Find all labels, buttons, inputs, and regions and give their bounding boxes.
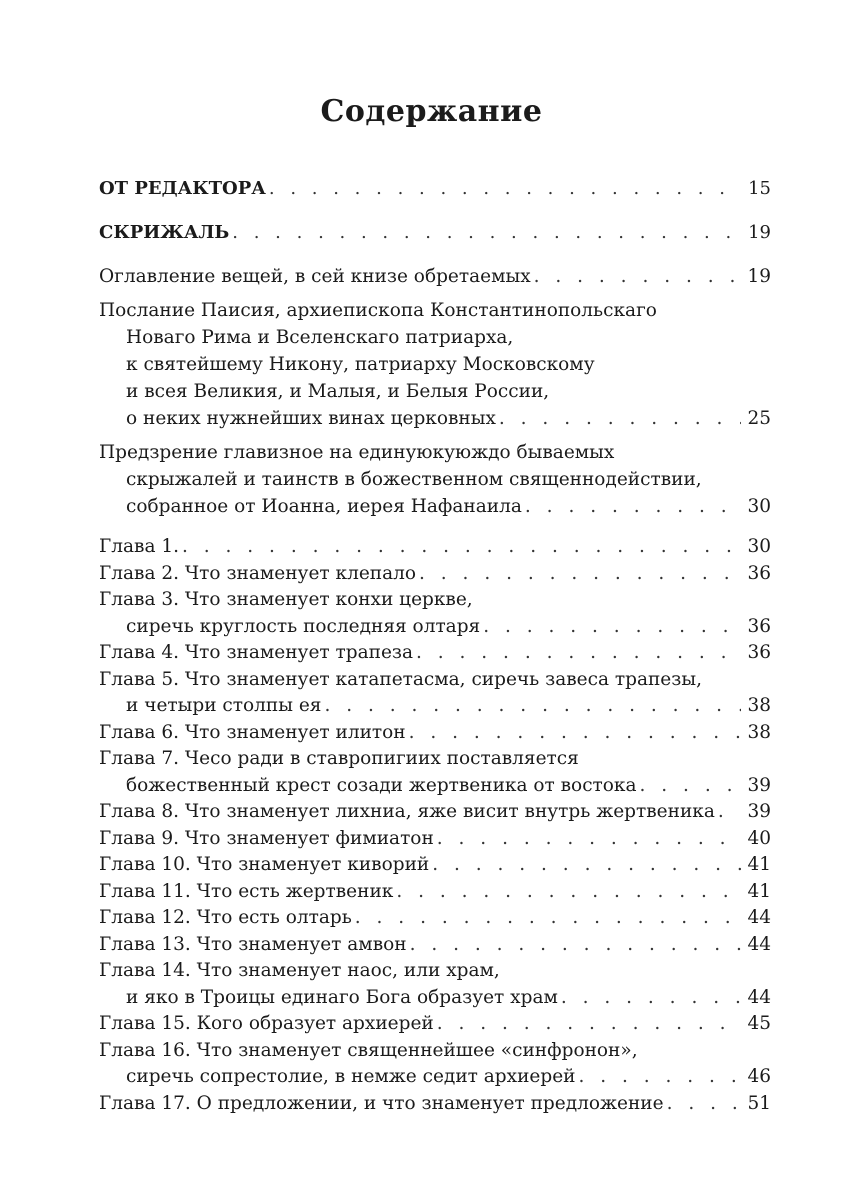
toc-entry-text: Глава 1. (99, 536, 180, 557)
page-number: 41 (747, 880, 771, 902)
toc-chapter-entry (99, 534, 771, 561)
toc-subsection-entry (99, 263, 771, 290)
toc-entry-text: Новаго Рима и Вселенскаго патриарха, (126, 327, 514, 348)
dot-leader (499, 405, 741, 432)
dot-leader (437, 1011, 741, 1038)
page-number: 36 (747, 642, 771, 663)
page-number: 39 (747, 774, 771, 796)
toc-entry-text: божественный крест созади жертвеника от востока (126, 774, 637, 796)
toc-entry-text: ОТ РЕДАКТОРА (99, 178, 266, 199)
page-number: 38 (747, 695, 771, 716)
toc-entry-line (99, 534, 771, 561)
toc-entry-line (99, 1038, 771, 1065)
dot-leader (437, 826, 741, 853)
toc-entry-line (99, 378, 771, 405)
dot-leader (409, 720, 741, 747)
toc-entry-text: Глава 9. Что знаменует фимиатон (99, 827, 434, 849)
dot-leader (182, 534, 741, 561)
toc-entry-text: Глава 6. Что знаменует илитон (99, 721, 406, 743)
toc-entry-text: Глава 10. Что знаменует киворий (99, 854, 430, 875)
dot-leader (416, 640, 741, 667)
page-number: 45 (747, 1013, 771, 1034)
page-number: 38 (747, 721, 771, 743)
toc-entry-line (99, 905, 771, 932)
toc-chapter-entry (99, 746, 771, 799)
dot-leader (410, 932, 741, 959)
page-number: 30 (747, 496, 771, 517)
dot-leader (432, 852, 741, 879)
toc-entry-text: Глава 15. Кого образует архиерей (99, 1013, 434, 1034)
toc-entry-line (99, 746, 771, 773)
toc-chapter-entry (99, 667, 771, 720)
toc-chapter-entry (99, 1038, 771, 1091)
dot-leader (232, 219, 741, 246)
dot-leader (525, 493, 741, 520)
dot-leader (396, 879, 741, 906)
page-number: 25 (747, 408, 771, 429)
page-number: 41 (747, 854, 771, 875)
toc-entry-text: о неких нужнейших винах церковных (126, 408, 496, 429)
toc-entry-text: и всея Великия, и Малыя, и Белыя России, (126, 381, 550, 402)
toc-entry-text: СКРИЖАЛЬ (99, 222, 230, 243)
toc-entry-line (99, 958, 771, 985)
toc-entry-text: Глава 2. Что знаменует клепало (99, 562, 417, 584)
page-number: 44 (747, 986, 771, 1008)
dot-leader (578, 1064, 741, 1091)
dot-leader (324, 693, 741, 720)
toc-chapter-entry (99, 879, 771, 906)
toc-entry-line (99, 561, 771, 588)
toc-entry-line (99, 175, 771, 202)
toc-chapter-entry (99, 958, 771, 1011)
toc-chapter-entry (99, 852, 771, 879)
dot-leader (534, 263, 741, 290)
table-of-contents (99, 175, 771, 1117)
toc-entry-line (99, 493, 771, 520)
page-number: 51 (747, 1092, 771, 1114)
toc-entry-text: Глава 8. Что знаменует лихниа, яже висит внутрь жертвеника (99, 801, 715, 822)
toc-subsection-entry (99, 439, 771, 520)
page-number: 36 (747, 615, 771, 637)
toc-entry-text: Глава 7. Чесо ради в ставропигиих поставляется (99, 748, 579, 769)
page-number: 39 (747, 801, 771, 822)
dot-leader (269, 175, 741, 202)
toc-entry-text: Глава 14. Что знаменует наос, или храм, (99, 960, 500, 981)
dot-leader (667, 1091, 741, 1118)
toc-entry-text: Глава 13. Что знаменует амвон (99, 933, 407, 955)
toc-subsection-entry (99, 297, 771, 432)
page-number: 19 (747, 266, 771, 287)
toc-entry-text: Оглавление вещей, в сей книзе обретаемых (99, 266, 531, 287)
page-number: 30 (747, 536, 771, 557)
toc-entry-text: Глава 5. Что знаменует катапетасма, сиречь завеса трапезы, (99, 668, 702, 690)
toc-entry-line (99, 667, 771, 694)
toc-chapter-entry (99, 640, 771, 667)
page-title: Содержание (320, 94, 543, 129)
page-number: 44 (747, 907, 771, 928)
toc-entry-line (99, 1091, 771, 1118)
dot-leader (718, 799, 741, 826)
toc-entry-text: собранное от Иоанна, иерея Нафанаила (126, 496, 522, 517)
toc-entry-text: Глава 12. Что есть олтарь (99, 907, 352, 928)
toc-chapter-entry (99, 932, 771, 959)
toc-entry-line (99, 219, 771, 246)
dot-leader (355, 905, 741, 932)
dot-leader (561, 985, 741, 1012)
toc-entry-line (99, 1064, 771, 1091)
toc-chapter-entry (99, 826, 771, 853)
toc-entry-line (99, 720, 771, 747)
toc-entry-line (99, 1011, 771, 1038)
toc-section-entry (99, 219, 771, 246)
toc-entry-line (99, 932, 771, 959)
toc-chapter-entry (99, 1011, 771, 1038)
toc-entry-line (99, 405, 771, 432)
toc-entry-text: Глава 17. О предложении, и что знаменует предложение (99, 1092, 664, 1114)
toc-entry-text: Глава 11. Что есть жертвеник (99, 880, 394, 902)
toc-entry-text: Предзрение главизное на единуюкуюждо бываемых (99, 442, 615, 463)
toc-entry-line (99, 879, 771, 906)
toc-entry-text: Глава 4. Что знаменует трапеза (99, 642, 414, 663)
dot-leader (419, 561, 741, 588)
toc-entry-line (99, 263, 771, 290)
toc-section-entry (99, 175, 771, 202)
toc-entry-line (99, 640, 771, 667)
page-number: 36 (747, 562, 771, 584)
toc-entry-text: сиречь сопрестолие, в немже седит архиерей (126, 1066, 576, 1087)
toc-entry-line (99, 614, 771, 641)
toc-entry-text: Послание Паисия, архиепископа Константинопольскаго (99, 300, 657, 321)
dot-leader (640, 773, 741, 800)
toc-entry-line (99, 985, 771, 1012)
toc-entry-line (99, 466, 771, 493)
toc-chapter-entry (99, 720, 771, 747)
toc-entry-line (99, 826, 771, 853)
toc-entry-line (99, 439, 771, 466)
toc-entry-line (99, 773, 771, 800)
toc-entry-text: и четыри столпы ея (126, 695, 322, 716)
toc-entry-line (99, 799, 771, 826)
toc-entry-line (99, 351, 771, 378)
page-number: 19 (748, 222, 771, 243)
page-number: 46 (747, 1066, 771, 1087)
toc-entry-text: к святейшему Никону, патриарху Московскому (126, 354, 595, 375)
toc-chapter-entry (99, 587, 771, 640)
toc-entry-line (99, 587, 771, 614)
toc-entry-text: сиречь круглость последняя олтаря (126, 615, 481, 637)
toc-chapter-entry (99, 905, 771, 932)
toc-entry-line (99, 693, 771, 720)
toc-entry-text: Глава 16. Что знаменует священнейшее «синфронон», (99, 1039, 638, 1061)
toc-entry-line (99, 324, 771, 351)
toc-entry-text: скрыжалей и таинств в божественном священнодействии, (126, 469, 702, 490)
toc-entry-text: и яко в Троицы единаго Бога образует храм (126, 986, 558, 1008)
toc-entry-text: Глава 3. Что знаменует конхи церкве, (99, 589, 473, 610)
page-number: 40 (747, 827, 771, 849)
toc-chapter-entry (99, 799, 771, 826)
toc-chapter-entry (99, 1091, 771, 1118)
page-number: 15 (748, 178, 771, 199)
toc-entry-line (99, 297, 771, 324)
page-number: 44 (747, 933, 771, 955)
toc-entry-line (99, 852, 771, 879)
toc-chapter-entry (99, 561, 771, 588)
dot-leader (483, 614, 741, 641)
